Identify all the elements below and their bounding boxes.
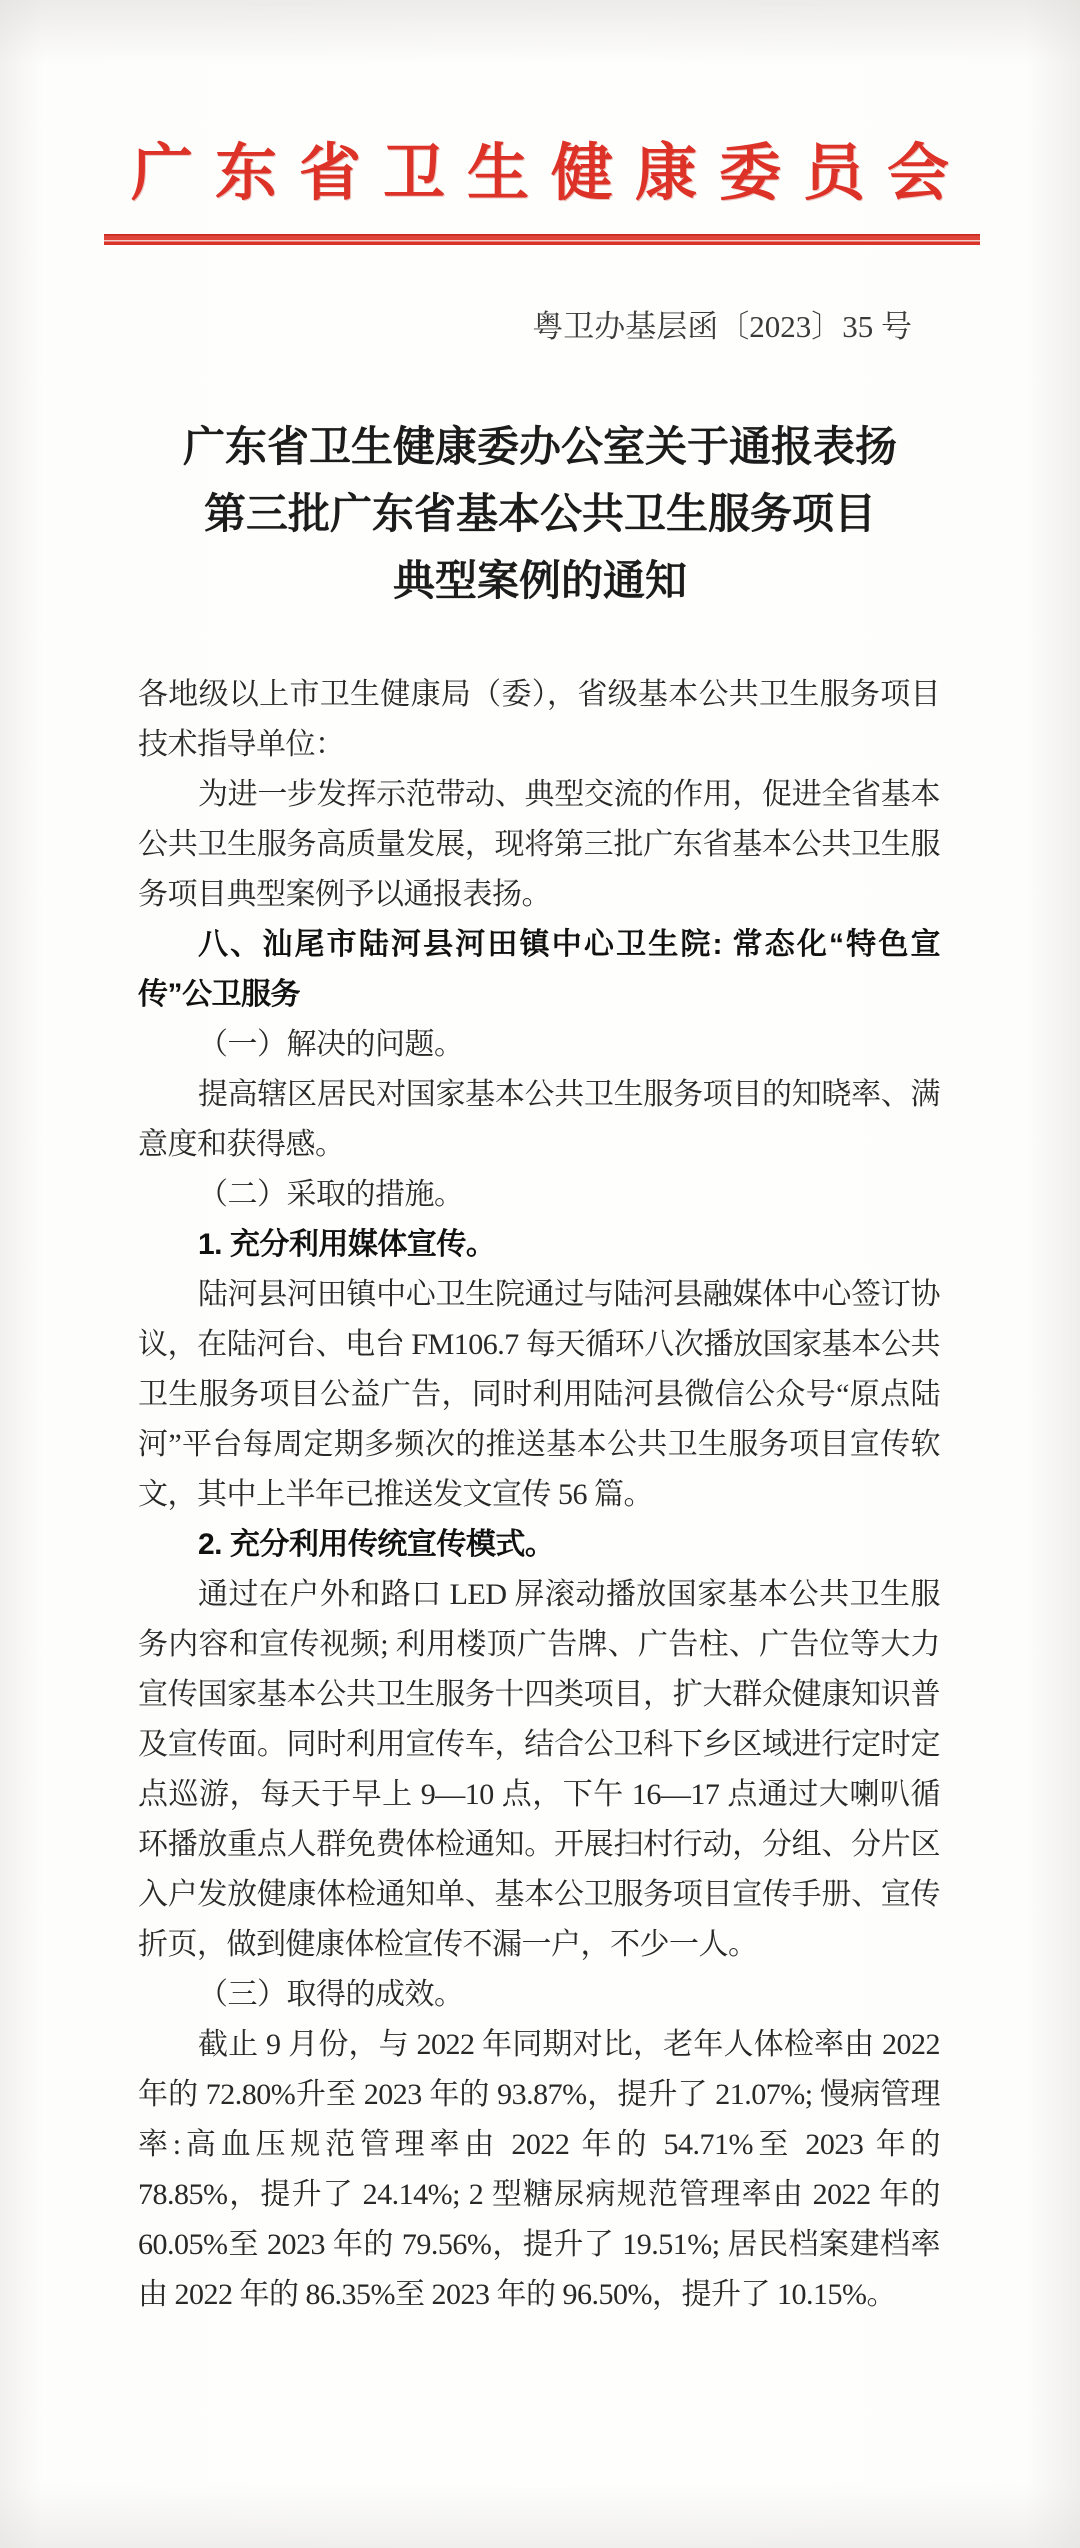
paragraph-results: 截止 9 月份，与 2022 年同期对比，老年人体检率由 2022 年的 72.80%升至 2023 年的 93.87%，提升了 21.07%; 慢病管理率:高血压规范管理率由 2022 年的 54.71%至 2023 年的 78.85%，提升了 24.14%; 2 型糖尿病规范管理率由 2022 年的 60.05%至 2023 年的 79.56%，提升了 19.51%; 居民档案建档率由 2022 年的 86.35%至 2023 年的 96.50%，提升了 10.15%。 (138, 2028, 940, 2311)
letterhead-agency-name: 广东省卫生健康委员会 (130, 140, 971, 208)
letterhead-red-divider (104, 234, 980, 245)
notice-title-line-3: 典型案例的通知 (392, 559, 687, 605)
section-heading-case-8: 八、汕尾市陆河县河田镇中心卫生院: 常态化“特色宣传”公卫服务 (138, 928, 940, 1011)
measure-1-heading: 1. 充分利用媒体宣传。 (198, 1228, 496, 1261)
intro-paragraph: 为进一步发挥示范带动、典型交流的作用，促进全省基本公共卫生服务高质量发展，现将第三批广东省基本公共卫生服务项目典型案例予以通报表扬。 (138, 778, 940, 911)
measure-2-paragraph: 通过在户外和路口 LED 屏滚动播放国家基本公共卫生服务内容和宣传视频; 利用楼顶广告牌、广告柱、广告位等大力宣传国家基本公共卫生服务十四类项目，扩大群众健康知识普及宣传面。同时利用宣传车，结合公卫科下乡区域进行定时定点巡游，每天于早上 9—10 点，下午 16—17 点通过大喇叭循环播放重点人群免费体检通知。开展扫村行动，分组、分片区入户发放健康体检通知单、基本公卫服务项目宣传手册、宣传折页，做到健康体检宣传不漏一户，不少一人。 (138, 1578, 940, 1961)
subheading-measures: （二）采取的措施。 (198, 1178, 464, 1211)
paragraph-problem: 提高辖区居民对国家基本公共卫生服务项目的知晓率、满意度和获得感。 (138, 1078, 940, 1161)
subheading-results: （三）取得的成效。 (198, 1978, 464, 2011)
measure-2-heading: 2. 充分利用传统宣传模式。 (198, 1528, 555, 1561)
document-number: 粤卫办基层函〔2023〕35 号 (532, 309, 912, 344)
document-page (0, 128, 1080, 2548)
notice-title (0, 415, 1080, 616)
notice-title-line-1: 广东省卫生健康委办公室关于通报表扬 (182, 425, 897, 471)
notice-body (138, 670, 940, 2320)
subheading-problem: （一）解决的问题。 (198, 1028, 464, 1061)
notice-title-line-2: 第三批广东省基本公共卫生服务项目 (203, 492, 876, 538)
measure-1-paragraph: 陆河县河田镇中心卫生院通过与陆河县融媒体中心签订协议，在陆河台、电台 FM106.7 每天循环八次播放国家基本公共卫生服务项目公益广告，同时利用陆河县微信公众号“原点陆河”平台每周定期多频次的推送基本公共卫生服务项目宣传软文，其中上半年已推送发文宣传 56 篇。 (138, 1278, 940, 1511)
salutation: 各地级以上市卫生健康局（委），省级基本公共卫生服务项目技术指导单位： (138, 678, 940, 761)
